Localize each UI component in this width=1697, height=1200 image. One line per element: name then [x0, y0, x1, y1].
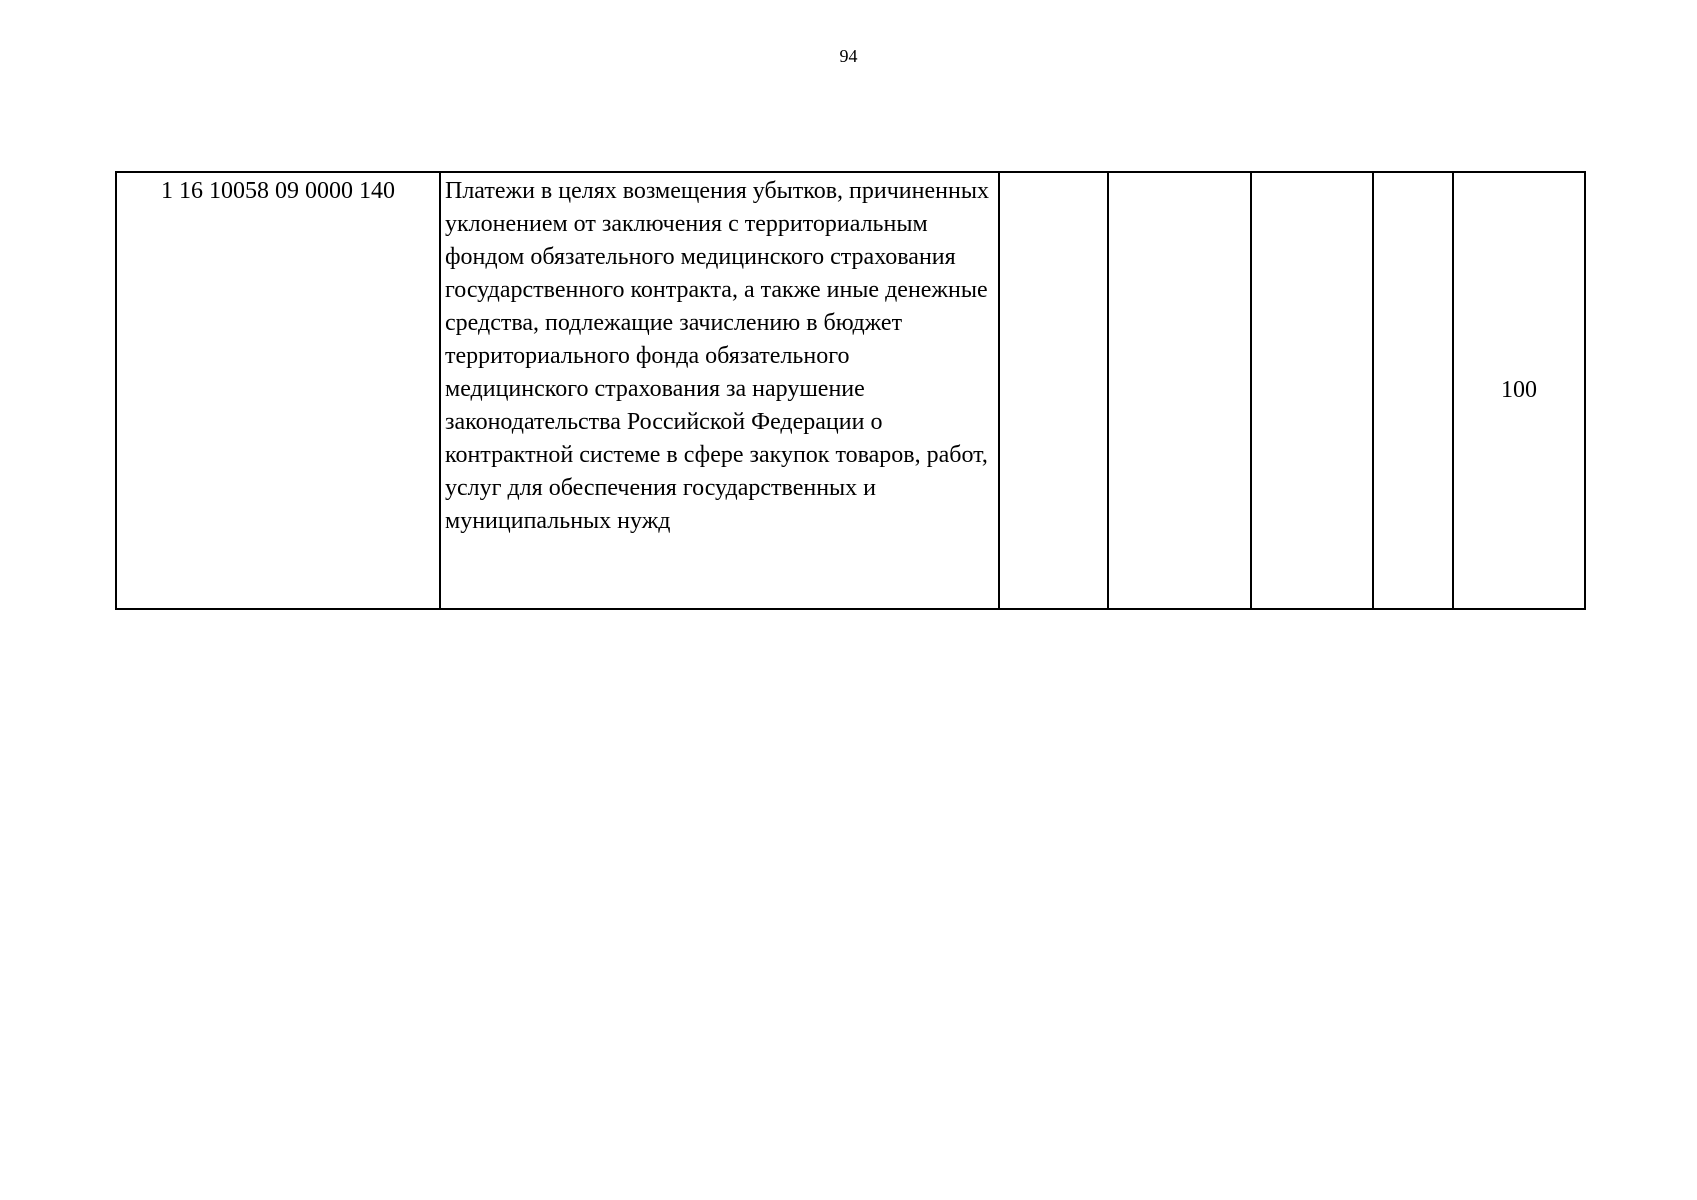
table-row: [116, 172, 1585, 609]
allocation-percent-cell: 100: [1453, 172, 1585, 609]
budget-allocation-table: [115, 171, 1586, 610]
table-cell-5: [1251, 172, 1373, 609]
budget-classification-code-cell: 1 16 10058 09 0000 140: [116, 172, 440, 609]
table-cell-6: [1373, 172, 1453, 609]
page-number: 94: [839, 46, 858, 66]
table-cell-4: [1108, 172, 1251, 609]
revenue-description-cell: Платежи в целях возмещения убытков, причиненных уклонением от заключения с территориальным фондом обязательного медицинского страхования государственного контракта, а также иные денежные средства, подлежащие зачислению в бюджет территориального фонда обязательного медицинского страхования за нарушение законодательства Российской Федерации о контрактной системе в сфере закупок товаров, работ, услуг для обеспечения государственных и муниципальных нужд: [440, 172, 999, 609]
table-cell-3: [999, 172, 1108, 609]
